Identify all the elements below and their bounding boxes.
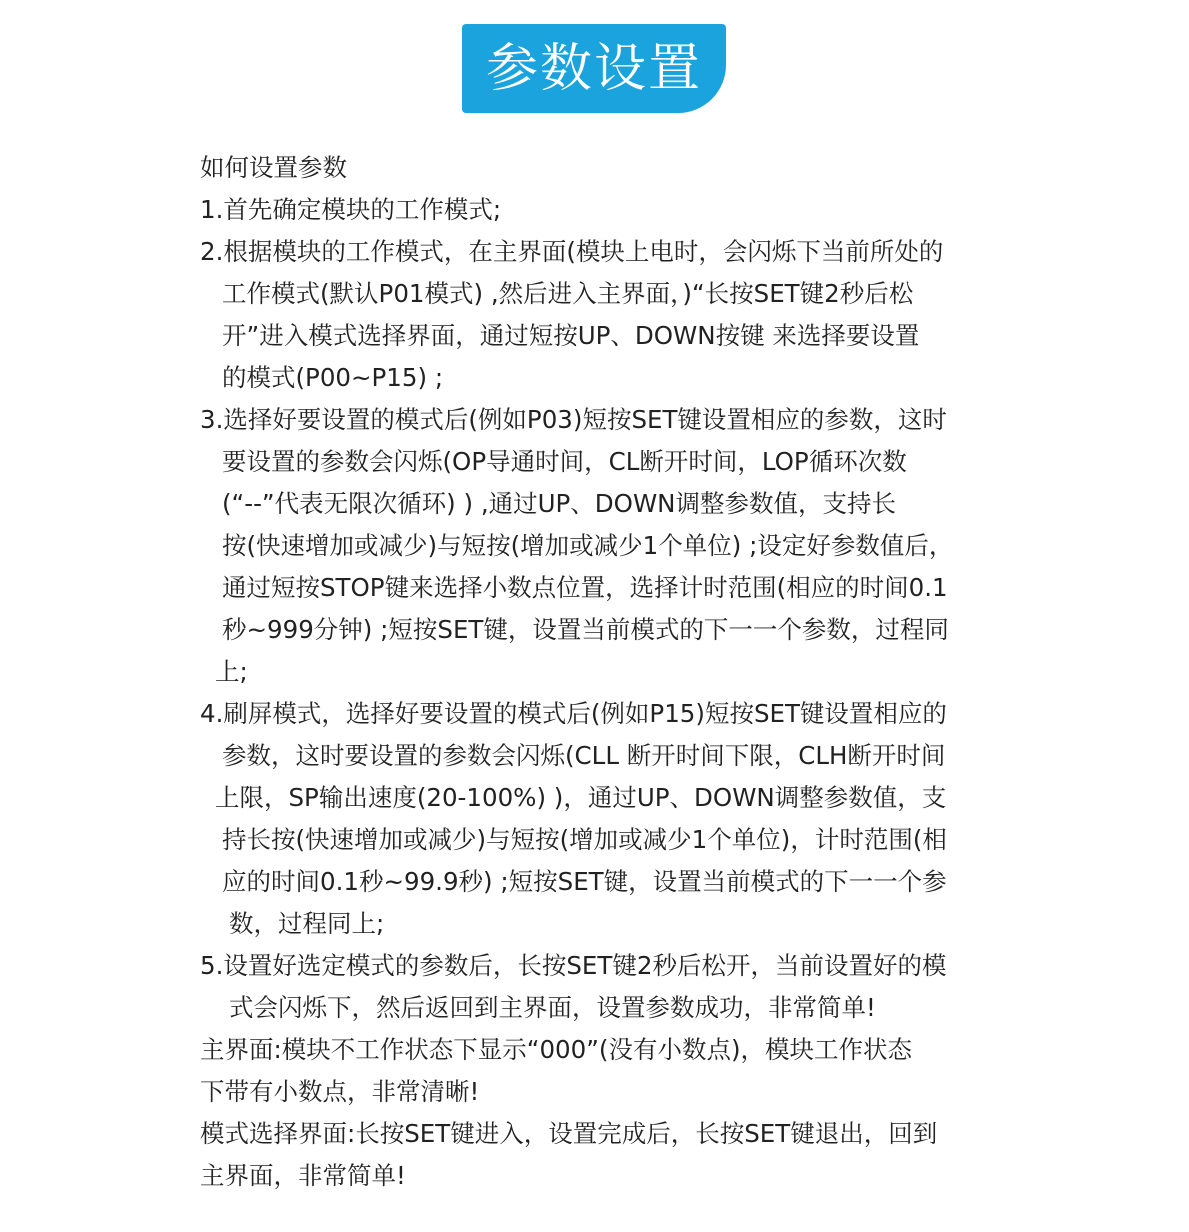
step-3-line-2: 要设置的参数会闪烁(OP导通时间，CL断开时间，LOP循环次数 — [222, 447, 907, 476]
step-2-line-3: 开”进入模式选择界面，通过短按UP、DOWN按键 来选择要设置 — [222, 321, 920, 350]
step-3-line-7: 上; — [215, 657, 248, 686]
mode-select-note-line-2: 主界面，非常简单! — [200, 1161, 406, 1190]
step-4-line-1: 4.刷屏模式，选择好要设置的模式后(例如P15)短按SET键设置相应的 — [200, 699, 947, 728]
step-4-line-6: 数，过程同上; — [229, 909, 385, 938]
instructions-body — [200, 147, 1010, 1197]
step-2-line-2: 工作模式(默认P01模式) ,然后进入主界面，)“长按SET键2秒后松 — [222, 279, 914, 308]
step-4-line-5: 应的时间0.1秒~99.9秒) ;短按SET键，设置当前模式的下一一个参 — [222, 867, 947, 896]
step-3-line-6: 秒~999分钟) ;短按SET键，设置当前模式的下一一个参数，过程同 — [222, 615, 949, 644]
step-4-line-2: 参数，这时要设置的参数会闪烁(CLL 断开时间下限，CLH断开时间 — [222, 741, 946, 770]
step-3-line-3: (“--”代表无限次循环) ) ,通过UP、DOWN调整参数值，支持长 — [222, 489, 897, 518]
step-4-line-4: 持长按(快速增加或减少)与短按(增加或减少1个单位)，计时范围(相 — [222, 825, 947, 854]
main-screen-note-line-2: 下带有小数点，非常清晰! — [200, 1077, 480, 1106]
mode-select-note-line-1: 模式选择界面:长按SET键进入，设置完成后，长按SET键退出，回到 — [200, 1119, 938, 1148]
step-5-line-1: 5.设置好选定模式的参数后，长按SET键2秒后松开，当前设置好的模 — [200, 951, 947, 980]
step-3-line-4: 按(快速增加或减少)与短按(增加或减少1个单位) ;设定好参数值后， — [222, 531, 954, 560]
step-4-line-3: 上限，SP输出速度(20-100%) )，通过UP、DOWN调整参数值，支 — [215, 783, 947, 812]
step-3-line-5: 通过短按STOP键来选择小数点位置，选择计时范围(相应的时间0.1 — [222, 573, 948, 602]
title-banner — [462, 24, 726, 113]
page-title: 参数设置 — [485, 38, 702, 99]
step-5-line-2: 式会闪烁下，然后返回到主界面，设置参数成功，非常简单! — [229, 993, 876, 1022]
intro-heading: 如何设置参数 — [200, 153, 347, 182]
step-3-line-1: 3.选择好要设置的模式后(例如P03)短按SET键设置相应的参数，这时 — [200, 405, 947, 434]
step-2-line-4: 的模式(P00~P15) ; — [222, 363, 444, 392]
step-1-line-1: 1.首先确定模块的工作模式; — [200, 195, 502, 224]
step-2-line-1: 2.根据模块的工作模式，在主界面(模块上电时，会闪烁下当前所处的 — [200, 237, 944, 266]
main-screen-note-line-1: 主界面:模块不工作状态下显示“000”(没有小数点)，模块工作状态 — [200, 1035, 913, 1064]
